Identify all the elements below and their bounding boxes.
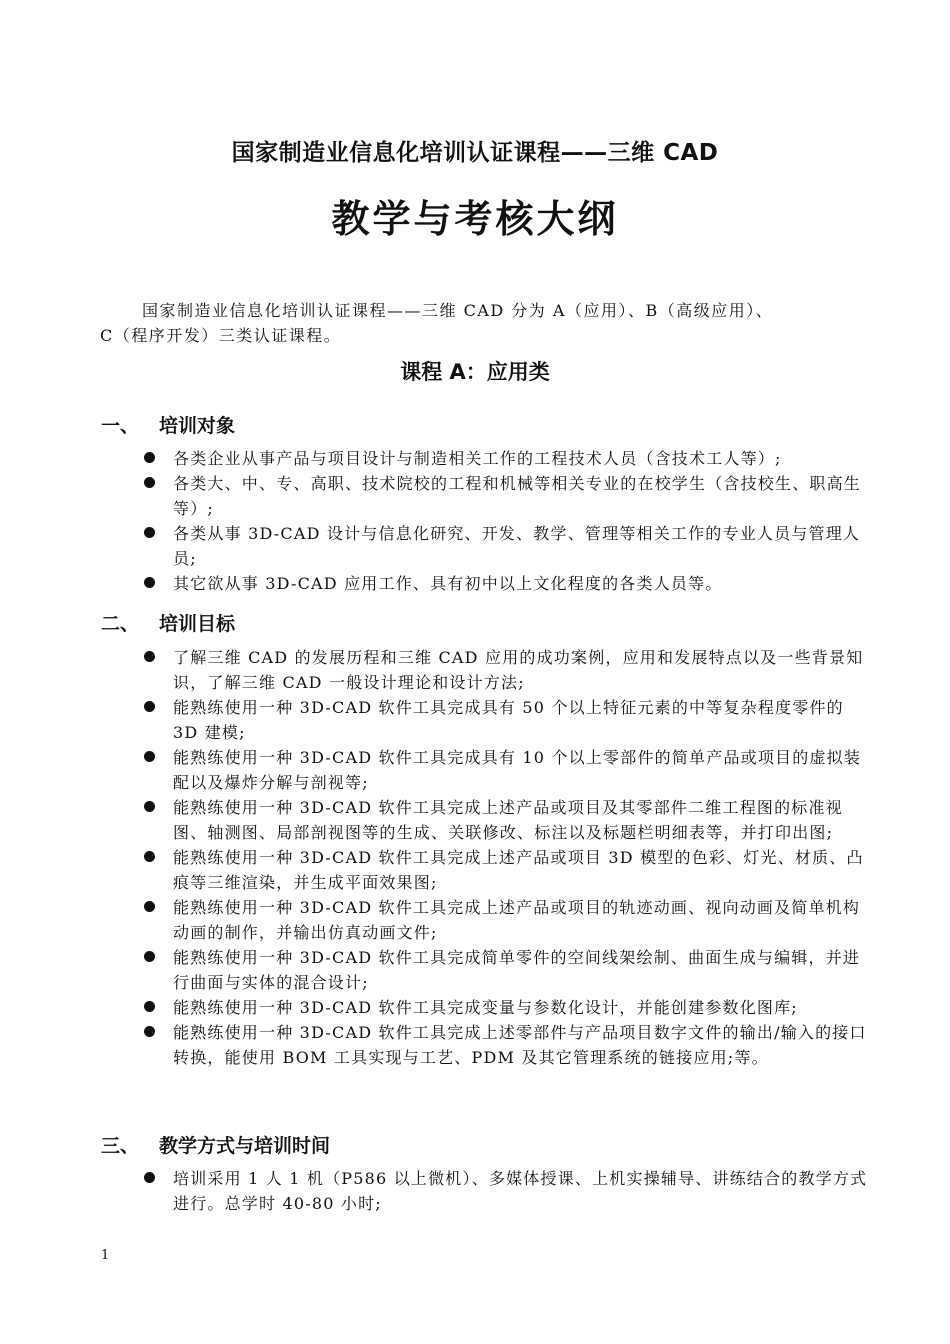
section-title: 教学方式与培训时间 (159, 1135, 331, 1157)
section-heading-3 (101, 1131, 330, 1158)
list-item: 能熟练使用一种 3D-CAD 软件工具完成上述零部件与产品项目数字文件的输出/输入的接口转换，能使用 BOM 工具实现与工艺、PDM 及其它管理系统的链接应用;等。 (140, 1020, 870, 1070)
section-title: 培训目标 (159, 613, 236, 635)
list-item: 各类企业从事产品与项目设计与制造相关工作的工程技术人员（含技术工人等）; (140, 446, 870, 471)
list-item: 各类从事 3D-CAD 设计与信息化研究、开发、教学、管理等相关工作的专业人员与管理人员; (140, 521, 870, 571)
section-number: 三、 (101, 1135, 140, 1157)
bullet-icon (144, 851, 155, 862)
bullet-icon (144, 651, 155, 662)
bullet-icon (144, 801, 155, 812)
bullet-icon (144, 1001, 155, 1012)
bullet-icon (144, 577, 155, 588)
list-item: 能熟练使用一种 3D-CAD 软件工具完成上述产品或项目的轨迹动画、视向动画及简单机构动画的制作，并输出仿真动画文件; (140, 895, 870, 945)
list-item: 能熟练使用一种 3D-CAD 软件工具完成变量与参数化设计，并能创建参数化图库; (140, 995, 870, 1020)
course-heading: 课程 A：应用类 (400, 360, 550, 384)
section-3-list (140, 1166, 870, 1216)
intro-line1: 国家制造业信息化培训认证课程——三维 CAD 分为 A（应用）、B（高级应用）、 (142, 301, 774, 320)
document-title-line2: 教学与考核大纲 (331, 197, 619, 241)
bullet-icon (144, 901, 155, 912)
page-number: 1 (101, 1248, 110, 1263)
list-item: 了解三维 CAD 的发展历程和三维 CAD 应用的成功案例，应用和发展特点以及一些背景知识，了解三维 CAD 一般设计理论和设计方法; (140, 645, 870, 695)
list-item: 能熟练使用一种 3D-CAD 软件工具完成上述产品或项目及其零部件二维工程图的标准视图、轴测图、局部剖视图等的生成、关联修改、标注以及标题栏明细表等，并打印出图; (140, 795, 870, 845)
list-item: 各类大、中、专、高职、技术院校的工程和机械等相关专业的在校学生（含技校生、职高生等）; (140, 471, 870, 521)
section-heading-1 (101, 411, 235, 438)
document-title-line1: 国家制造业信息化培训认证课程——三维 CAD (231, 140, 719, 166)
section-number: 一、 (101, 415, 140, 437)
section-title: 培训对象 (159, 415, 236, 437)
list-item: 培训采用 1 人 1 机（P586 以上微机）、多媒体授课、上机实操辅导、讲练结合的教学方式进行。总学时 40-80 小时; (140, 1166, 870, 1216)
list-item: 能熟练使用一种 3D-CAD 软件工具完成上述产品或项目 3D 模型的色彩、灯光、材质、凸痕等三维渲染，并生成平面效果图; (140, 845, 870, 895)
section-1-list (140, 446, 870, 596)
section-number: 二、 (101, 613, 140, 635)
list-item: 能熟练使用一种 3D-CAD 软件工具完成简单零件的空间线架绘制、曲面生成与编辑，并进行曲面与实体的混合设计; (140, 945, 870, 995)
bullet-icon (144, 1172, 155, 1183)
intro-paragraph (100, 298, 870, 348)
bullet-icon (144, 452, 155, 463)
section-heading-2 (101, 609, 235, 636)
bullet-icon (144, 951, 155, 962)
bullet-icon (144, 751, 155, 762)
bullet-icon (144, 1026, 155, 1037)
list-item: 能熟练使用一种 3D-CAD 软件工具完成具有 10 个以上零部件的简单产品或项目的虚拟装配以及爆炸分解与剖视等; (140, 745, 870, 795)
section-2-list (140, 645, 870, 1070)
list-item: 其它欲从事 3D-CAD 应用工作、具有初中以上文化程度的各类人员等。 (140, 571, 870, 596)
list-item: 能熟练使用一种 3D-CAD 软件工具完成具有 50 个以上特征元素的中等复杂程度零件的 3D 建模; (140, 695, 870, 745)
intro-line2: C（程序开发）三类认证课程。 (100, 326, 342, 345)
bullet-icon (144, 701, 155, 712)
bullet-icon (144, 477, 155, 488)
bullet-icon (144, 527, 155, 538)
